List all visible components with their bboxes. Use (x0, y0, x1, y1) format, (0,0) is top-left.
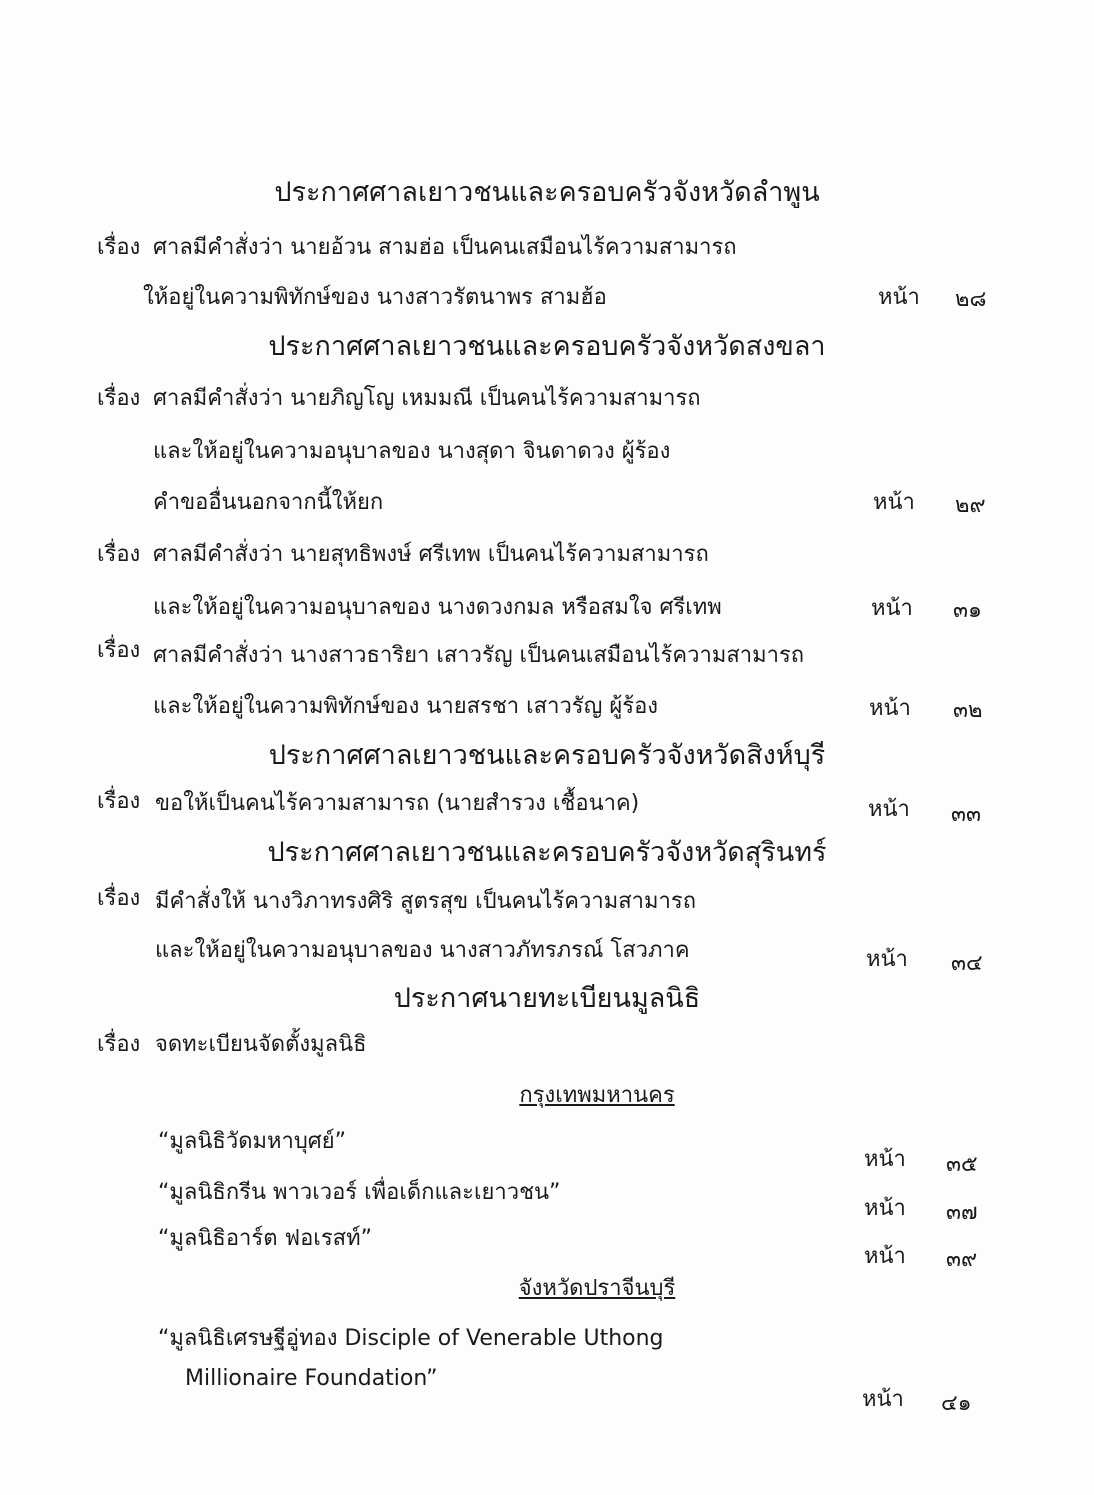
entry-text: ศาลมีคำสั่งว่า นายสุทธิพงษ์ ศรีเทพ เป็นคนไร้ความสามารถ (153, 542, 709, 567)
page-word: หน้า (868, 797, 910, 822)
section-heading-surin: ประกาศศาลเยาวชนและครอบครัวจังหวัดสุรินทร์ (267, 837, 827, 868)
section-heading-lamphun: ประกาศศาลเยาวชนและครอบครัวจังหวัดลำพูน (274, 177, 820, 208)
entry-label: เรื่อง (97, 235, 141, 260)
foundation-name: “มูลนิธิกรีน พาวเวอร์ เพื่อเด็กและเยาวชน” (158, 1180, 561, 1205)
page-word: หน้า (864, 1147, 906, 1172)
entry-text: และให้อยู่ในความอนุบาลของ นางดวงกมล หรือสมใจ ศรีเทพ (153, 595, 722, 620)
entry-label: เรื่อง (97, 542, 141, 567)
entry-text: คำขออื่นนอกจากนี้ให้ยก (153, 490, 384, 515)
page-number: ๒๘ (955, 287, 987, 312)
foundation-name: Millionaire Foundation” (185, 1366, 438, 1391)
page-number: ๓๑ (953, 598, 983, 623)
page-word: หน้า (871, 596, 913, 621)
foundation-name: “มูลนิธิวัดมหาบุศย์” (158, 1129, 347, 1154)
entry-label: เรื่อง (97, 386, 141, 411)
section-heading-foundation-registrar: ประกาศนายทะเบียนมูลนิธิ (393, 983, 701, 1014)
page-word: หน้า (869, 696, 911, 721)
entry-text: ศาลมีคำสั่งว่า นายภิญโญ เหมมณี เป็นคนไร้ความสามารถ (153, 386, 701, 411)
entry-text: ศาลมีคำสั่งว่า นางสาวธาริยา เสาวรัญ เป็นคนเสมือนไร้ความสามารถ (153, 643, 805, 668)
page-number: ๓๔ (951, 951, 983, 976)
page-number: ๓๙ (946, 1247, 978, 1272)
section-heading-singburi: ประกาศศาลเยาวชนและครอบครัวจังหวัดสิงห์บุรี (268, 740, 826, 771)
section-heading-songkhla: ประกาศศาลเยาวชนและครอบครัวจังหวัดสงขลา (268, 331, 826, 362)
entry-text: และให้อยู่ในความพิทักษ์ของ นายสรชา เสาวรัญ ผู้ร้อง (153, 694, 659, 719)
entry-text: และให้อยู่ในความอนุบาลของ นางสุดา จินดาดวง ผู้ร้อง (153, 439, 671, 464)
page-word: หน้า (878, 285, 920, 310)
group-heading-bangkok: กรุงเทพมหานคร (519, 1083, 675, 1108)
entry-text: และให้อยู่ในความอนุบาลของ นางสาวภัทรภรณ์ โสวภาค (155, 938, 690, 963)
page-number: ๓๓ (951, 802, 982, 827)
entry-label: เรื่อง (97, 789, 141, 814)
page-word: หน้า (862, 1387, 904, 1412)
entry-text: ให้อยู่ในความพิทักษ์ของ นางสาวรัตนาพร สามฮ้อ (143, 285, 607, 310)
page-word: หน้า (864, 1196, 906, 1221)
page-number: ๓๒ (953, 698, 983, 723)
page-number: ๔๑ (941, 1391, 972, 1416)
page-number: ๓๗ (946, 1200, 978, 1225)
page-word: หน้า (873, 490, 915, 515)
entry-label: เรื่อง (97, 1032, 141, 1057)
page-number: ๒๙ (955, 493, 986, 518)
entry-label: เรื่อง (97, 886, 141, 911)
entry-label: เรื่อง (97, 638, 141, 663)
entry-text: มีคำสั่งให้ นางวิภาทรงศิริ สูตรสุข เป็นคนไร้ความสามารถ (155, 889, 697, 914)
foundation-name: “มูลนิธิอาร์ต ฟอเรสท์” (158, 1226, 372, 1251)
foundation-name: “มูลนิธิเศรษฐีอู่ทอง Disciple of Venerable Uthong (158, 1326, 664, 1351)
entry-text: จดทะเบียนจัดตั้งมูลนิธิ (155, 1032, 367, 1057)
entry-text: ขอให้เป็นคนไร้ความสามารถ (นายสำรวง เชื้อนาค) (155, 791, 640, 816)
page-number: ๓๕ (946, 1152, 978, 1177)
page-word: หน้า (864, 1244, 906, 1269)
page-word: หน้า (866, 947, 908, 972)
group-heading-prachinburi: จังหวัดปราจีนบุรี (518, 1276, 676, 1301)
entry-text: ศาลมีคำสั่งว่า นายอ้วน สามฮ่อ เป็นคนเสมือนไร้ความสามารถ (153, 235, 737, 260)
